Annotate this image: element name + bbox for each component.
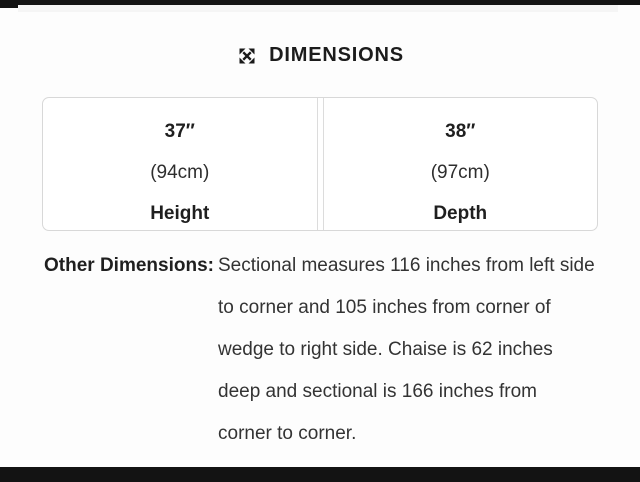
height-value-cm: (94cm) xyxy=(150,162,210,183)
height-cell xyxy=(43,98,318,230)
dimensions-header xyxy=(0,44,640,67)
other-dimensions-section xyxy=(44,245,596,455)
dimensions-title: DIMENSIONS xyxy=(269,44,404,66)
depth-value-inches: 38″ xyxy=(445,121,476,142)
top-shadow-strip xyxy=(18,5,618,12)
height-value-inches: 37″ xyxy=(164,121,195,142)
other-dimensions-label: Other Dimensions: xyxy=(44,255,214,276)
top-letterbox-bar-left-stub xyxy=(0,0,19,8)
dimensions-table xyxy=(42,97,598,231)
height-label: Height xyxy=(150,203,210,224)
depth-cell xyxy=(323,98,598,230)
other-dimensions-text: Sectional measures 116 inches from left side to corner and 105 inches from corner of wedge to right side. Chaise is 62 inches deep and sectional is 166 inches from corner to corner. xyxy=(218,255,595,444)
depth-value-cm: (97cm) xyxy=(430,162,490,183)
bottom-letterbox-bar xyxy=(0,467,640,482)
depth-label: Depth xyxy=(433,203,488,224)
expand-arrows-icon xyxy=(236,46,258,66)
